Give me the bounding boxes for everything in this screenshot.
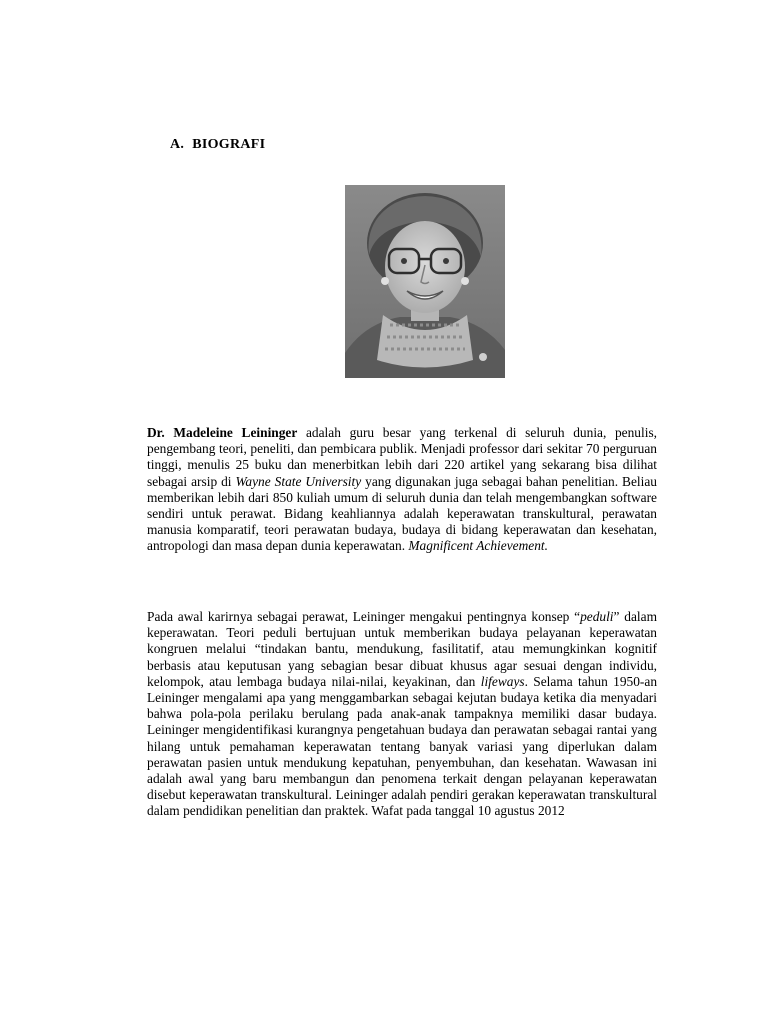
portrait-photo: [345, 185, 505, 378]
achievement-title: Magnificent Achievement.: [408, 538, 548, 554]
term-peduli: peduli: [580, 609, 614, 624]
biography-paragraph-2: [147, 609, 657, 820]
person-name: Dr. Madeleine Leininger: [147, 425, 298, 440]
section-title: BIOGRAFI: [192, 137, 266, 152]
paragraph-text: Pada awal karirnya sebagai perawat, Leininger mengakui pentingnya konsep “: [147, 609, 581, 624]
paragraph-text: adalah guru besar yang terkenal di seluruh dunia, penulis, pengembang teori, peneliti, dan pembicara publik. Menjadi professor dari sekitar 70 perguruan tinggi, menulis 25 buku dan menerbitkan lebih dari 220 artikel yang sekarang bisa dilihat sebagai arsip di: [147, 425, 658, 489]
biography-paragraph-1: [147, 425, 657, 555]
paragraph-text: . Selama tahun 1950-an Leininger mengalami apa yang menggambarkan sebagai kejutan budaya ketika dia menyadari bahwa pola-pola perilaku berulang pada anak-anak tampaknya memiliki dasar budaya. Leininger mengidentifikasi kurangnya pengetahuan budaya dan perawatan sebagai rantai yang hilang untuk pemahaman keperawatan tentang banyak variasi yang diperlukan dalam perawatan pasien untuk mendukung kepatuhan, penyembuhan, dan kesehatan. Wawasan ini adalah awal yang baru membangun dan penomena terkait dengan pelayanan keperawatan disebut keperawatan transkultural. Leininger adalah pendiri gerakan keperawatan transkultural dalam pendidikan penelitian dan praktek. Wafat pada tanggal 10 agustus 2012: [147, 673, 658, 819]
paragraph-text: yang digunakan juga sebagai bahan penelitian. Beliau memberikan lebih dari 850 kuliah umum di seluruh dunia dan telah mengembangkan software sendiri untuk perawat. Bidang keahliannya adalah keperawatan transkultural, perawatan manusia komparatif, teori perawatan budaya, budaya di bidang keperawatan dan kesehatan, antropologi dan masa depan dunia keperawatan.: [147, 473, 657, 554]
section-number: A.: [170, 137, 185, 152]
paragraph-text: ” dalam keperawatan. Teori peduli bertujuan untuk memberikan budaya pelayanan keperawatan kongruen melalui “tindakan bantu, mendukung, fasilitatif, atau memungkinkan kognitif berbasis atau keputusan yang sebagian besar dibuat khusus agar sesuai dengan individu, kelompok, atau lembaga budaya nilai-nilai, keyakinan, dan: [147, 609, 657, 689]
term-lifeways: lifeways: [480, 673, 525, 689]
university-name: Wayne State University: [235, 473, 362, 489]
section-heading: [170, 137, 265, 153]
